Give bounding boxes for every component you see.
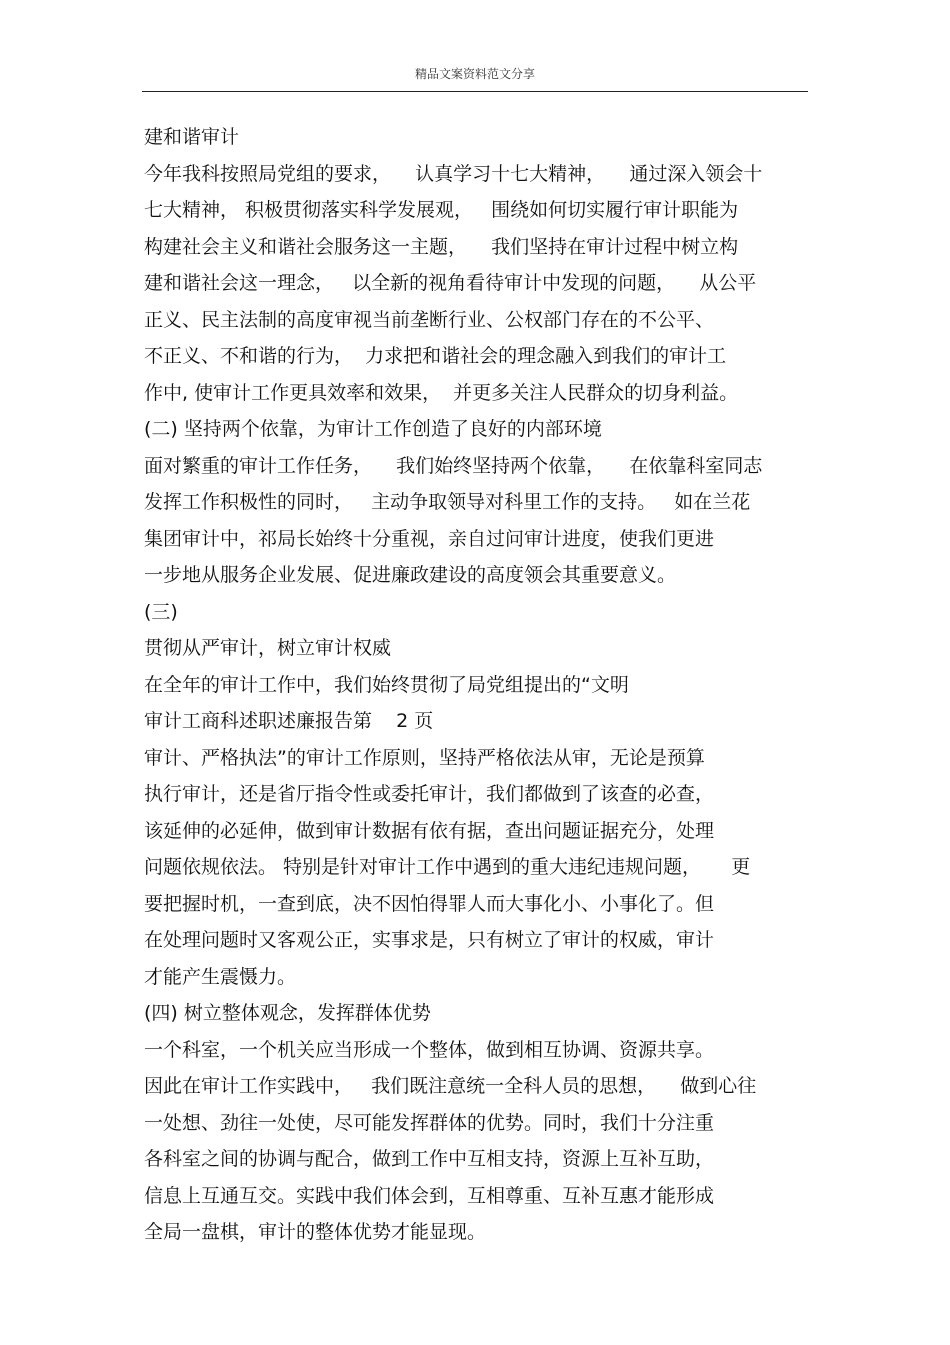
header-divider xyxy=(142,91,808,92)
page-header: 精品文案资料范文分享 xyxy=(414,67,535,81)
text-line: 审计、严格执法”的审计工作原则，坚持严格依法从审，无论是预算 xyxy=(144,746,705,769)
text-line: 一处想、劲往一处使，尽可能发挥群体的优势。同时，我们十分注重 xyxy=(144,1111,715,1134)
text-line: 不正义、不和谐的行为， 力求把和谐社会的理念融入到我们的审计工 xyxy=(144,345,727,367)
text-line: 建和谐社会这一理念， 以全新的视角看待审计中发现的问题， 从公平 xyxy=(144,272,757,294)
section-heading: 贯彻从严审计，树立审计权威 xyxy=(144,637,392,659)
text-line: 一个科室，一个机关应当形成一个整体，做到相互协调、资源共享。 xyxy=(144,1038,715,1061)
text-line: 信息上互通互交。实践中我们体会到，互相尊重、互补互惠才能形成 xyxy=(144,1184,715,1207)
text-line: 在全年的审计工作中，我们始终贯彻了局党组提出的“文明 xyxy=(144,673,629,696)
text-line: 作中, 使审计工作更具效率和效果， 并更多关注人民群众的切身利益。 xyxy=(144,381,739,404)
text-line: 面对繁重的审计工作任务， 我们始终坚持两个依靠， 在依靠科室同志 xyxy=(144,454,763,477)
text-line: 各科室之间的协调与配合，做到工作中互相支持，资源上互补互助， xyxy=(144,1148,715,1170)
text-line: 要把握时机，一查到底，决不因怕得罪人而大事化小、小事化了。但 xyxy=(144,892,715,915)
section-heading: (四) 树立整体观念，发挥群体优势 xyxy=(144,1002,431,1024)
page-footer-marker: 审计工商科述职述廉报告第 2 页 xyxy=(144,710,434,732)
text-line: 集团审计中，祁局长始终十分重视，亲自过问审计进度，使我们更进 xyxy=(144,527,715,550)
text-line: 构建社会主义和谐社会服务这一主题， 我们坚持在审计过程中树立构 xyxy=(144,235,739,258)
text-line: 今年我科按照局党组的要求， 认真学习十七大精神， 通过深入领会十 xyxy=(144,162,763,185)
text-line: 因此在审计工作实践中， 我们既注意统一全科人员的思想， 做到心往 xyxy=(144,1075,757,1097)
text-line: 全局一盘棋，审计的整体优势才能显现。 xyxy=(144,1221,487,1243)
section-heading: (二) 坚持两个依靠，为审计工作创造了良好的内部环境 xyxy=(144,418,602,440)
text-line: 建和谐审计 xyxy=(144,126,240,148)
text-line: 问题依规依法。 特别是针对审计工作中遇到的重大违纪违规问题， 更 xyxy=(144,856,751,878)
document-body xyxy=(144,119,808,1251)
text-line: 七大精神， 积极贯彻落实科学发展观， 围绕如何切实履行审计职能为 xyxy=(144,199,739,221)
section-number: (三) xyxy=(144,600,178,623)
text-line: 发挥工作积极性的同时， 主动争取领导对科里工作的支持。 如在兰花 xyxy=(144,491,751,513)
text-line: 执行审计，还是省厅指令性或委托审计，我们都做到了该查的必查， xyxy=(144,783,715,805)
text-line: 一步地从服务企业发展、促进廉政建设的高度领会其重要意义。 xyxy=(144,564,677,586)
text-line: 才能产生震慑力。 xyxy=(144,965,297,988)
text-line: 在处理问题时又客观公正，实事求是，只有树立了审计的权威，审计 xyxy=(144,929,715,951)
text-line: 该延伸的必延伸，做到审计数据有依有据，查出问题证据充分，处理 xyxy=(144,819,715,842)
text-line: 正义、民主法制的高度审视当前垄断行业、公权部门存在的不公平、 xyxy=(144,308,715,331)
